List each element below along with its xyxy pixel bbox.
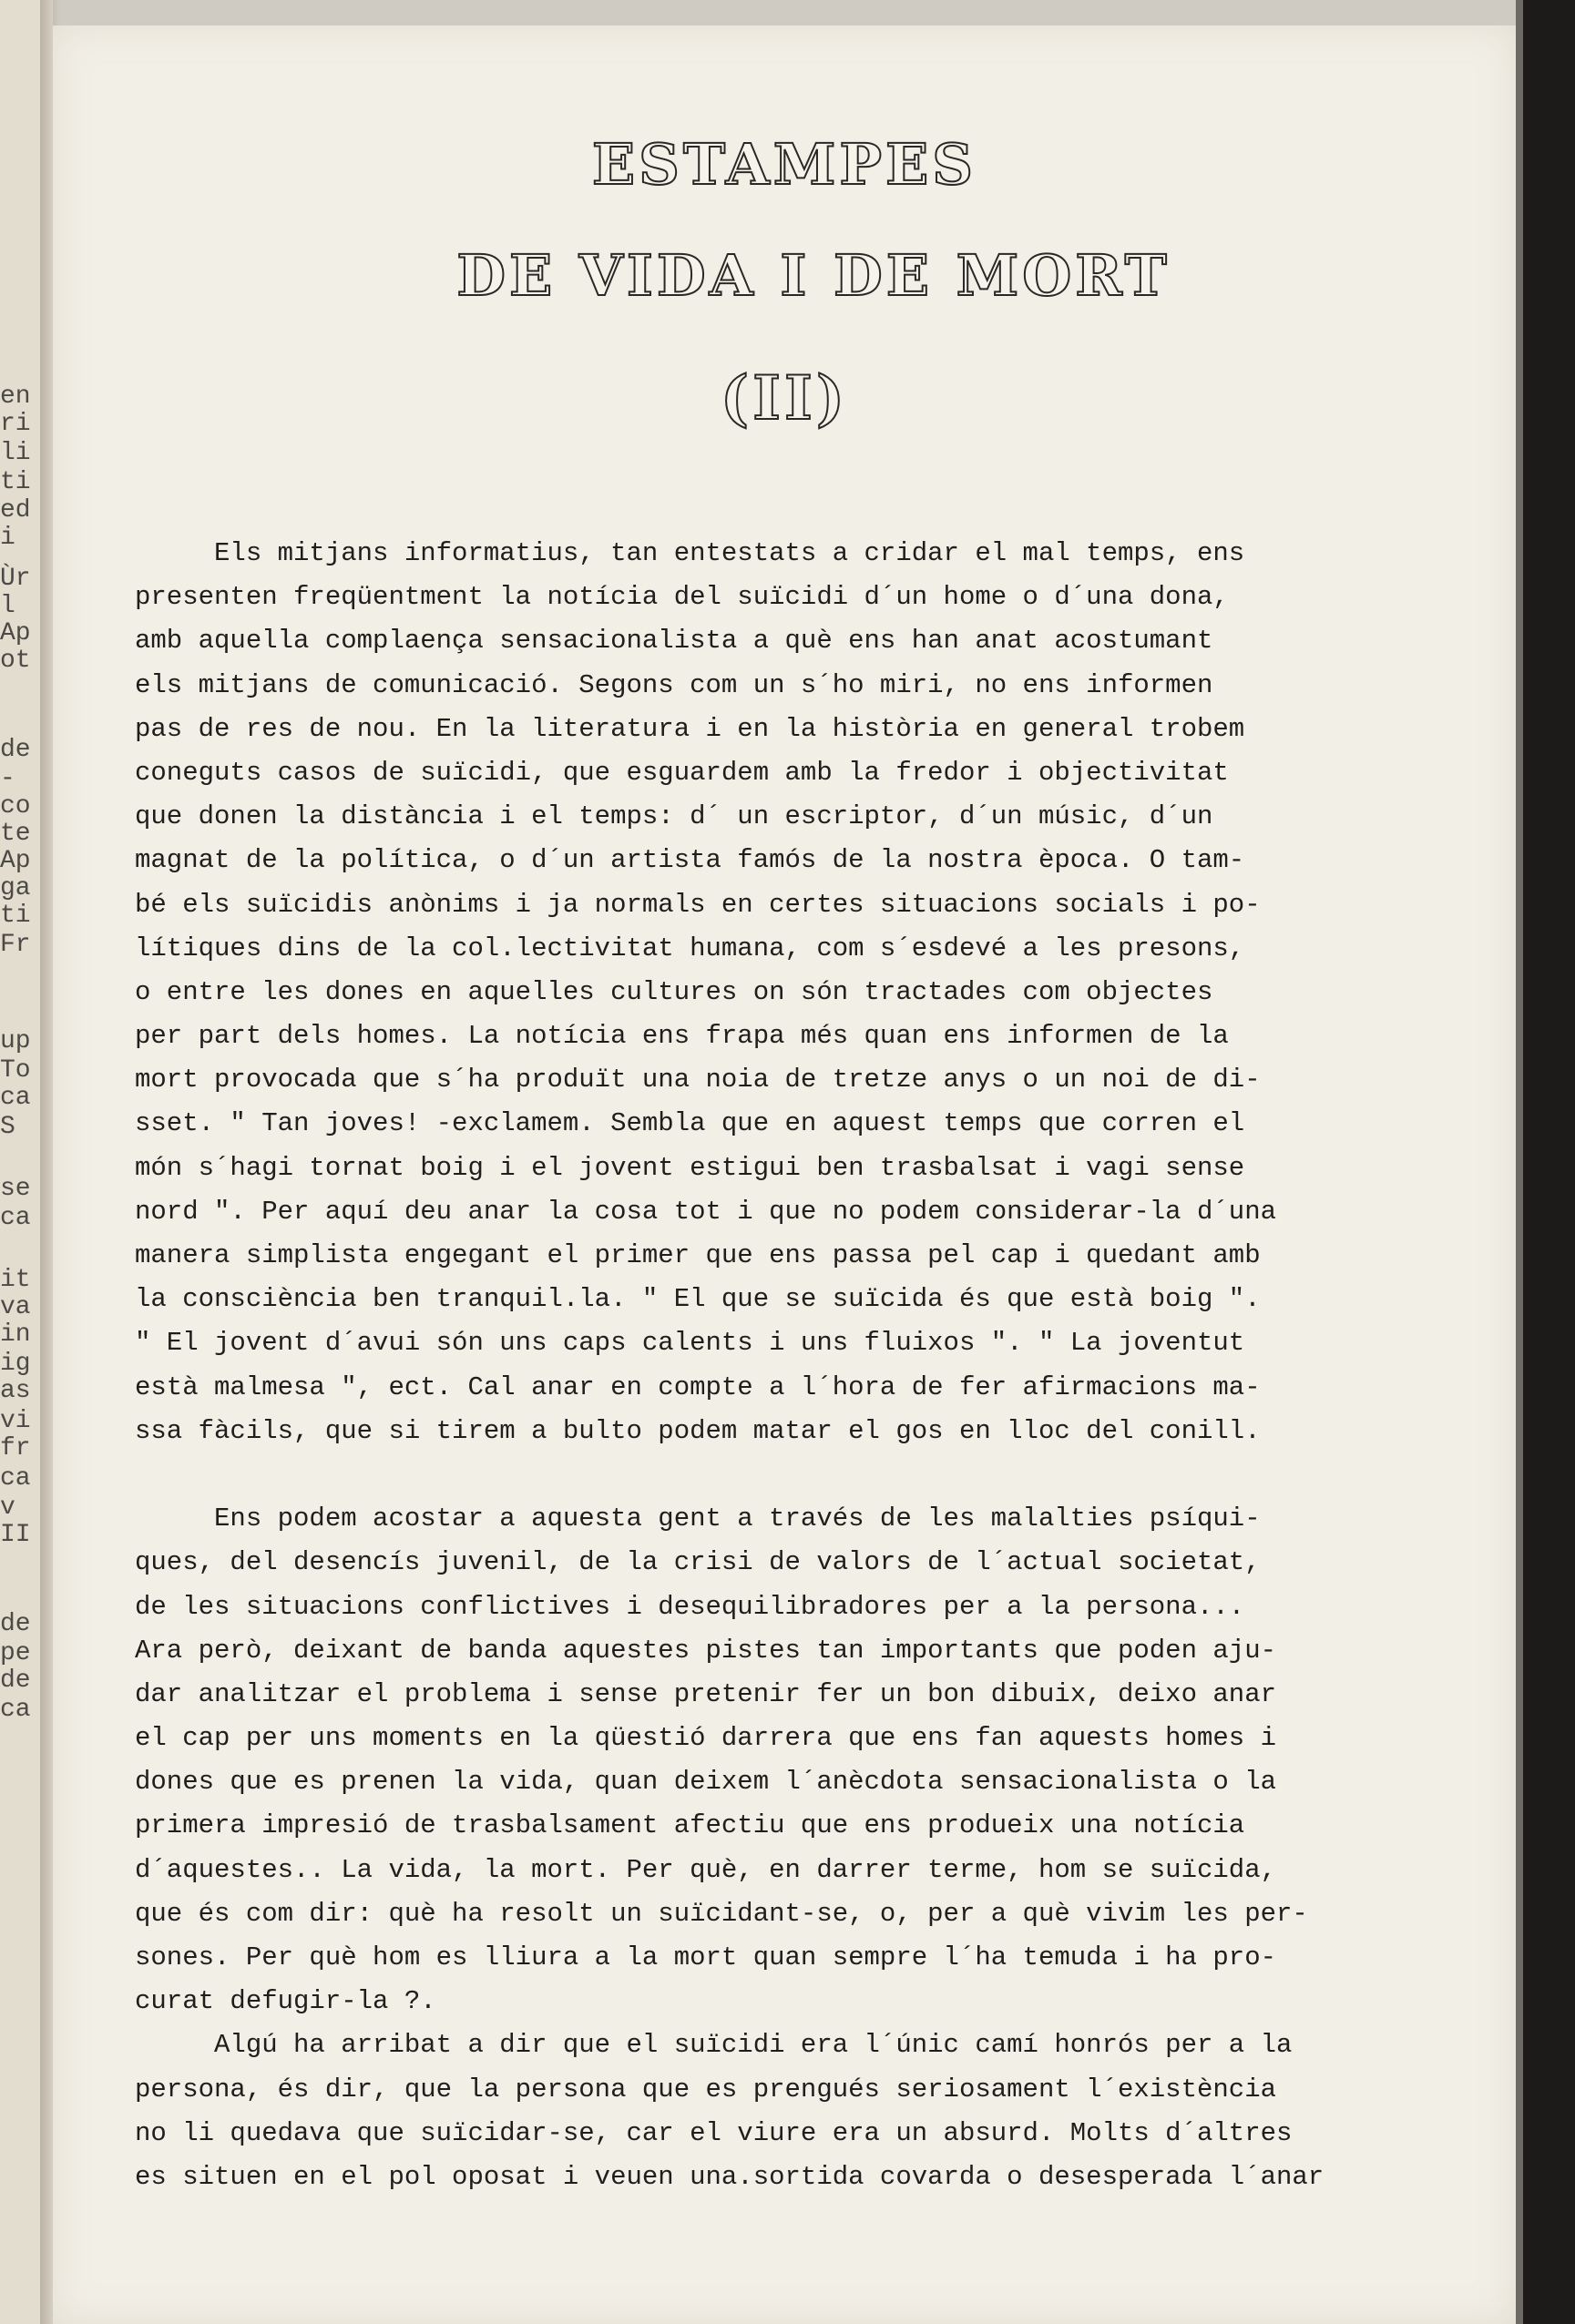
text-line: que donen la distància i el temps: d´ un escriptor, d´un músic, d´un — [135, 801, 1213, 832]
facing-page-text-fragment: ca — [0, 1464, 31, 1493]
facing-page-text-fragment: en — [0, 382, 31, 411]
paragraph-gap — [135, 1453, 1516, 1497]
text-line: bé els suïcidis anònims i ja normals en certes situacions socials i po- — [135, 889, 1261, 920]
text-line: que és com dir: què ha resolt un suïcidant-se, o, per a què vivim les per- — [135, 1898, 1308, 1929]
text-line: de les situacions conflictives i desequilibradores per a la persona... — [135, 1591, 1245, 1622]
text-line: dones que es prenen la vida, quan deixem l´anècdota sensacionalista o la — [135, 1767, 1277, 1798]
facing-page-text-fragment: de — [0, 1667, 31, 1695]
text-line: lítiques dins de la col.lectivitat humana, com s´esdevé a les presons, — [135, 933, 1245, 963]
facing-page-text-fragment: ti — [0, 902, 31, 930]
facing-page-text-fragment: ca — [0, 1696, 31, 1724]
text-line: la consciència ben tranquil.la. " El que se suïcida és que està boig ". — [135, 1284, 1261, 1315]
facing-page-text-fragment: fr — [0, 1434, 31, 1463]
facing-page-text-fragment: v — [0, 1493, 15, 1522]
text-line: amb aquella complaença sensacionalista a què ens han anat acostumant — [135, 626, 1213, 657]
facing-page-text-fragment: II — [0, 1521, 31, 1549]
facing-page-text-fragment: l — [0, 592, 15, 620]
text-line: Algú ha arribat a dir que el suïcidi era l´únic camí honrós per a la — [135, 2030, 1293, 2061]
facing-page-text-fragment: ti — [0, 468, 31, 496]
text-line: " El jovent d´avui són uns caps calents i uns fluixos ". " La joventut — [135, 1328, 1245, 1359]
text-line: Els mitjans informatius, tan entestats a cridar el mal temps, ens — [135, 538, 1245, 568]
text-line: o entre les dones en aquelles cultures on són tractades com objectes — [135, 976, 1213, 1007]
facing-page-text-fragment: ca — [0, 1084, 31, 1112]
title-line-1: ESTAMPES — [591, 131, 977, 198]
text-line: pas de res de nou. En la literatura i en la història en general trobem — [135, 713, 1245, 744]
facing-page-text-fragment: it — [0, 1266, 31, 1294]
facing-page-text-fragment: - — [0, 765, 15, 793]
facing-page-text-fragment: va — [0, 1293, 31, 1321]
paragraph — [135, 1497, 1516, 2023]
facing-page-text-fragment: te — [0, 820, 31, 848]
text-line: el cap per uns moments en la qüestió darrera que ens fan aquests homes i — [135, 1723, 1277, 1754]
facing-page-text-fragment: de — [0, 1610, 31, 1638]
text-line: no li quedava que suïcidar-se, car el viure era un absurd. Molts d´altres — [135, 2117, 1293, 2148]
facing-page-text-fragment: ga — [0, 874, 31, 902]
facing-page-text-fragment: as — [0, 1377, 31, 1405]
title-line-2: DE VIDA I DE MORT — [456, 242, 1171, 309]
text-line: persona, és dir, que la persona que es prengués seriosament l´existència — [135, 2074, 1277, 2105]
facing-page-text-fragment: Ùr — [0, 565, 31, 593]
facing-page-text-fragment: S — [0, 1113, 15, 1141]
text-line: mort provocada que s´ha produït una noia de tretze anys o un noi de di- — [135, 1065, 1261, 1096]
text-line: nord ". Per aquí deu anar la cosa tot i que no podem considerar-la d´una — [135, 1196, 1277, 1227]
text-line: està malmesa ", ect. Cal anar en compte a l´hora de fer afirmacions ma- — [135, 1371, 1261, 1402]
facing-page-text-fragment: Ap — [0, 619, 31, 647]
text-line: els mitjans de comunicació. Segons com un s´ho miri, no ens informen — [135, 669, 1213, 700]
facing-page-text-fragment: vi — [0, 1407, 31, 1435]
document-page — [53, 25, 1516, 2324]
text-line: curat defugir-la ?. — [135, 1986, 436, 2017]
facing-page-text-fragment: li — [0, 439, 31, 467]
facing-page-text-fragment: up — [0, 1027, 31, 1055]
text-line: presenten freqüentment la notícia del suïcidi d´un home o d´una dona, — [135, 582, 1229, 613]
facing-page-text-fragment: ca — [0, 1204, 31, 1232]
paragraph — [135, 2023, 1516, 2199]
text-line: es situen en el pol oposat i veuen una.sortida covarda o desesperada l´anar — [135, 2161, 1324, 2192]
text-line: Ara però, deixant de banda aquestes pistes tan importants que poden aju- — [135, 1635, 1277, 1666]
facing-page-text-fragment: ig — [0, 1350, 31, 1378]
text-line: manera simplista engegant el primer que ens passa pel cap i quedant amb — [135, 1240, 1261, 1270]
text-line: sones. Per què hom es lliura a la mort quan sempre l´ha temuda i ha pro- — [135, 1942, 1277, 1972]
text-line: per part dels homes. La notícia ens frapa més quan ens informen de la — [135, 1021, 1229, 1052]
text-line: coneguts casos de suïcidi, que esguardem amb la fredor i objectivitat — [135, 757, 1229, 788]
facing-page-text-fragment: pe — [0, 1639, 31, 1667]
facing-page-text-fragment: de — [0, 736, 31, 764]
facing-page-text-fragment: ot — [0, 647, 31, 675]
text-line: ssa fàcils, que si tirem a bulto podem matar el gos en lloc del conill. — [135, 1415, 1261, 1446]
scan-border — [1516, 0, 1575, 2324]
text-line: magnat de la política, o d´un artista famós de la nostra època. O tam- — [135, 845, 1245, 876]
facing-page-text-fragment: ri — [0, 410, 31, 438]
facing-page-text-fragment: ed — [0, 496, 31, 525]
facing-page-text-fragment: i — [0, 524, 15, 552]
text-line: primera impresió de trasbalsament afectiu que ens produeix una notícia — [135, 1810, 1245, 1841]
facing-page-text-fragment: se — [0, 1175, 31, 1203]
text-line: sset. " Tan joves! -exclamem. Sembla que en aquest temps que corren el — [135, 1108, 1245, 1139]
facing-page-text-fragment: in — [0, 1320, 31, 1349]
text-line: dar analitzar el problema i sense pretenir fer un bon dibuix, deixo anar — [135, 1678, 1277, 1709]
text-line: d´aquestes.. La vida, la mort. Per què, en darrer terme, hom se suïcida, — [135, 1854, 1277, 1885]
title-line-3: (II) — [720, 362, 849, 433]
facing-page-text-fragment: Fr — [0, 931, 31, 959]
text-line: Ens podem acostar a aquesta gent a través de les malalties psíqui- — [135, 1503, 1261, 1534]
paragraph — [135, 532, 1516, 1453]
facing-page-text-fragment: Ap — [0, 847, 31, 875]
text-line: ques, del desencís juvenil, de la crisi de valors de l´actual societat, — [135, 1547, 1261, 1578]
facing-page-text-fragment: To — [0, 1056, 31, 1085]
text-line: món s´hagi tornat boig i el jovent estigui ben trasbalsat i vagi sense — [135, 1152, 1245, 1183]
facing-page-text-fragment: co — [0, 792, 31, 821]
page-edge-strip — [1516, 0, 1523, 2324]
article-body — [135, 532, 1516, 2199]
